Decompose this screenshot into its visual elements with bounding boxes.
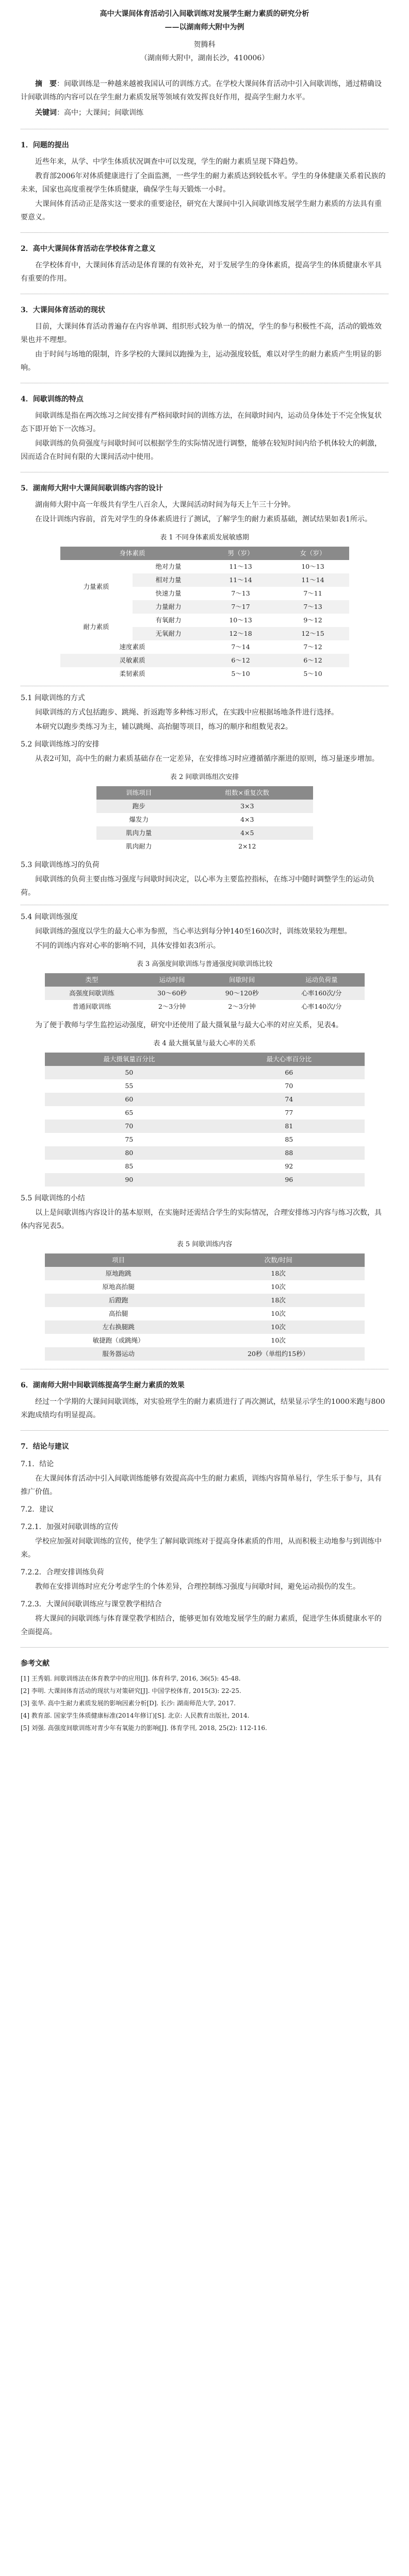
table-cell: 6～12 [205,654,277,667]
section-heading: 2．高中大课间体育活动在学校体育之意义 [21,245,156,253]
table-row [45,1160,365,1173]
paragraph: 为了便于教师与学生监控运动强度，研究中还使用了最大摄氧量与最大心率的对应关系，见表4。 [35,1021,343,1029]
table-row [60,640,349,654]
table-header-cell: 次数/时间 [192,1253,365,1267]
table-cell: 85 [214,1133,364,1146]
table-cell: 18次 [192,1267,365,1280]
reference-item: [3] 张华. 高中生耐力素质发展的影响因素分析[D]. 长沙: 湖南师范大学, 2017. [21,1700,236,1707]
table-header-cell: 身体素质 [60,547,205,560]
intensity-comparison-table [45,973,365,1013]
table-row [45,1347,365,1361]
table-row [45,1267,365,1280]
paragraph: 教育部2006年对体质健康进行了全面监测，一些学生的耐力素质达到较低水平。学生的身体健康关系着民族的未来，国家也高度重视学生体质健康，确保学生每天锻炼一小时。 [21,172,386,194]
article-subtitle: ——以湖南师大附中为例 [165,23,244,31]
table-header-cell: 最大心率百分比 [214,1053,364,1066]
subsection-heading: 5.2 间歇训练练习的安排 [21,740,100,749]
table-cell: 心率160次/分 [279,987,364,1000]
subsection-heading: 5.4 间歇训练强度 [21,913,78,921]
table-header-cell: 组数×重复次数 [182,786,313,800]
paragraph: 间歇训练的负荷强度与间歇时间可以根据学生的实际情况进行调整，能够在较短时间内给予机体较大的刺激，因而适合在时间有限的大课间活动中使用。 [21,439,382,461]
paragraph: 间歇训练的负荷主要由练习强度与间歇时间决定，以心率为主要监控指标，在练习中随时调整学生的运动负荷。 [21,875,374,897]
section-heading: 5．湖南师大附中大课间间歇训练内容的设计 [21,484,163,493]
table-row [45,1334,365,1347]
table-cell: 12～15 [277,627,349,640]
paragraph: 间歇训练的方式包括跑步、跳绳、折返跑等多种练习形式，在实践中应根据场地条件进行选择。 [35,708,338,717]
table-cell: 7～12 [277,640,349,654]
table-caption: 表 1 不同身体素质发展敏感期 [160,534,249,541]
table-cell: 12～18 [205,627,277,640]
paragraph: 以上是间歇训练内容设计的基本原则，在实施时还需结合学生的实际情况，合理安排练习内容与练习次数，具体内容见表5。 [21,1209,382,1230]
table-header-cell: 运动负荷量 [279,973,364,987]
table-row [45,1066,365,1079]
table-cell: 10～13 [277,560,349,573]
table-cell: 50 [45,1066,214,1079]
table-row [45,1280,365,1294]
table-cell: 70 [214,1079,364,1093]
table-cell: 3×3 [182,800,313,813]
table-cell: 96 [214,1173,364,1187]
subsection-heading: 7.2．建议 [21,1505,54,1514]
table-cell: 有氧耐力 [133,614,205,627]
table-cell: 85 [45,1160,214,1173]
table-caption: 表 5 间歇训练内容 [176,1241,233,1248]
table-header-cell: 训练项目 [96,786,182,800]
keywords-text: ：高中；大课间；间歇训练 [57,109,143,117]
set-arrangement-table [96,786,313,853]
table-cell: 10次 [192,1320,365,1334]
paragraph: 本研究以跑步类练习为主，辅以跳绳、高抬腿等项目，练习的顺序和组数见表2。 [35,723,292,731]
paragraph: 在设计训练内容前，首先对学生的身体素质进行了测试，了解学生的耐力素质基础，测试结果如表1所示。 [35,515,372,523]
table-cell: 70 [45,1120,214,1133]
group-cell: 力量素质 [60,560,133,614]
section-heading: 1．问题的提出 [21,141,69,149]
table-cell: 65 [45,1106,214,1120]
table-cell: 5～10 [277,667,349,681]
table-cell: 5～10 [205,667,277,681]
table-row [45,1294,365,1307]
keywords [21,106,388,120]
table-caption: 表 2 间歇训练组次安排 [170,773,239,781]
subsection-heading: 7.1．结论 [21,1460,54,1468]
table-cell: 20秒（单组约15秒） [192,1347,365,1361]
author-name: 贺腾科 [193,41,216,49]
table-header-cell: 最大摄氧量百分比 [45,1053,214,1066]
section-heading: 3．大课间体育活动的现状 [21,306,105,314]
table-caption: 表 3 高强度间歇训练与普通强度间歇训练比较 [136,960,273,968]
group-cell: 耐力素质 [60,614,133,640]
paragraph: 学校应加强对间歇训练的宣传，使学生了解间歇训练对于提高身体素质的作用，从而积极主动地参与到训练中来。 [21,1537,382,1559]
table-cell: 肌肉力量 [96,826,182,840]
table-cell: 4×3 [182,813,313,826]
paragraph: 近些年来，从学、中学生体质状况调查中可以发现，学生的耐力素质呈现下降趋势。 [35,158,302,166]
table-cell: 相对力量 [133,573,205,587]
table-row [45,1093,365,1106]
section-heading: 6．湖南师大附中间歇训练提高学生耐力素质的效果 [21,1381,185,1389]
table-cell: 原地跑跳 [45,1267,192,1280]
table-header-cell: 运动时间 [139,973,205,987]
table-row [60,614,349,627]
table-cell: 88 [214,1146,364,1160]
table-cell: 2×12 [182,840,313,853]
table-cell: 90 [45,1173,214,1187]
table-cell: 92 [214,1160,364,1173]
table-cell: 力量耐力 [133,600,205,614]
keywords-label: 关键词 [35,109,57,117]
table-cell: 原地高抬腿 [45,1280,192,1294]
paragraph: 在大课间体育活动中引入间歇训练能够有效提高高中生的耐力素质，训练内容简单易行，学生乐于参与，具有推广价值。 [21,1475,382,1496]
paragraph: 大课间体育活动正是落实这一要求的重要途径，研究在大课间中引入间歇训练发展学生耐力素质的方法具有重要意义。 [21,200,382,222]
table-cell: 10次 [192,1334,365,1347]
paragraph: 教师在安排训练时应充分考虑学生的个体差异，合理控制练习强度与间歇时间，避免运动损伤的发生。 [35,1583,360,1591]
table-header-cell: 项目 [45,1253,192,1267]
table-cell: 服务器运动 [45,1347,192,1361]
table-row [45,1320,365,1334]
table-header-cell: 间歇时间 [205,973,279,987]
paragraph: 不同的训练内容对心率的影响不同，具体安排如表3所示。 [35,942,220,950]
table-row [45,1106,365,1120]
reference-item: [1] 王秀娟. 间歇训练法在体育教学中的应用[J]. 体育科学, 2016, 36(5): 45-48. [21,1675,241,1682]
table-row [45,1133,365,1146]
paragraph: 在学校体育中，大课间体育活动是体育课的有效补充，对于发展学生的身体素质，提高学生的体质健康水平具有重要的作用。 [21,261,382,283]
subsection-heading: 7.2.3．大课间间歇训练应与课堂教学相结合 [21,1600,162,1608]
table-cell: 18次 [192,1294,365,1307]
paragraph: 由于时间与场地的限制，许多学校的大课间以跑操为主，运动强度较低，难以对学生的耐力素质产生明显的影响。 [21,350,382,372]
table-row [60,654,349,667]
table-header-cell: 男（岁） [205,547,277,560]
paragraph: 间歇训练是指在两次练习之间安排有严格间歇时间的训练方法，在间歇时间内，运动员身体处于不完全恢复状态下即开始下一次练习。 [21,412,382,433]
table-cell: 10～13 [205,614,277,627]
table-cell: 81 [214,1120,364,1133]
table-row [96,840,313,853]
table-cell: 80 [45,1146,214,1160]
table-cell: 后蹬跑 [45,1294,192,1307]
table-cell: 7～13 [277,600,349,614]
table-header-cell: 女（岁） [277,547,349,560]
table-cell: 敏捷跑（或跳绳） [45,1334,192,1347]
subsection-heading: 5.5 间歇训练的小结 [21,1194,85,1202]
table-row [45,987,365,1000]
table-cell: 绝对力量 [133,560,205,573]
section-heading: 4．间歇训练的特点 [21,395,84,403]
references-heading: 参考文献 [21,1659,50,1668]
section-divider [21,232,388,233]
table-cell: 90～120秒 [205,987,279,1000]
abstract-text: ：间歇训练是一种越来越被我国认可的训练方式。在学校大课间体育活动中引入间歇训练，通过精确设计间歇训练的内容可以在学生耐力素质发展等领域有效发挥良好作用，提高学生耐力水平。 [21,80,382,101]
section-divider [21,1430,388,1431]
table-cell: 心率140次/分 [279,1000,364,1013]
table-cell: 4×5 [182,826,313,840]
table-cell: 60 [45,1093,214,1106]
table-row [96,800,313,813]
table-row [45,1146,365,1160]
table-cell: 7～14 [205,640,277,654]
table-cell: 快速力量 [133,587,205,600]
table-cell: 11～14 [205,573,277,587]
vo2max-heartrate-table [45,1053,365,1187]
paragraph: 间歇训练的强度以学生的最大心率为参照，当心率达到每分钟140至160次时，训练效果较为理想。 [35,927,352,936]
table-row [45,1173,365,1187]
reference-item: [2] 李明. 大课间体育活动的现状与对策研究[J]. 中国学校体育, 2015(3): 22-25. [21,1687,241,1694]
table-row [45,1307,365,1320]
table-cell: 7～11 [277,587,349,600]
table-cell: 55 [45,1079,214,1093]
table-cell: 无氧耐力 [133,627,205,640]
table-cell: 7～13 [205,587,277,600]
author-affiliation: （湖南师大附中，湖南长沙，410006） [140,54,269,62]
table-cell: 10次 [192,1307,365,1320]
table-cell: 柔韧素质 [60,667,205,681]
paragraph: 从表2可知，高中生的耐力素质基础存在一定差异，在安排练习时应遵循循序渐进的原则，练习量逐步增加。 [35,755,379,763]
section-heading: 7．结论与建议 [21,1443,69,1451]
table-cell: 66 [214,1066,364,1079]
table-cell: 普通间歇训练 [45,1000,139,1013]
table-cell: 7～17 [205,600,277,614]
paragraph: 将大课间的间歇训练与体育课堂教学相结合，能够更加有效地发展学生的耐力素质，促进学生体质健康水平的全面提高。 [21,1615,382,1636]
article-title: 高中大课间体育活动引入间歇训练对发展学生耐力素质的研究分析 [100,10,309,18]
section-divider [21,1647,388,1648]
table-cell: 30～60秒 [139,987,205,1000]
table-cell: 74 [214,1093,364,1106]
table-cell: 10次 [192,1280,365,1294]
table-cell: 速度素质 [60,640,205,654]
table-cell: 77 [214,1106,364,1120]
subsection-heading: 5.3 间歇训练练习的负荷 [21,861,100,869]
table-caption: 表 4 最大摄氧量与最大心率的关系 [153,1040,256,1047]
table-row [45,1000,365,1013]
table-cell: 75 [45,1133,214,1146]
training-content-table [45,1253,365,1361]
table-cell: 2～3分钟 [205,1000,279,1013]
table-row [45,1120,365,1133]
paragraph: 湖南师大附中高一年级共有学生八百余人，大课间活动时间为每天上午三十分钟。 [35,501,295,509]
table-row [96,813,313,826]
abstract [21,77,388,104]
table-cell: 高抬腿 [45,1307,192,1320]
table-cell: 肌肉耐力 [96,840,182,853]
subsection-heading: 7.2.2．合理安排训练负荷 [21,1568,104,1577]
paragraph: 目前，大课间体育活动普遍存在内容单调、组织形式较为单一的情况，学生的参与积极性不高，活动的锻炼效果也并不理想。 [21,323,382,344]
table-cell: 跑步 [96,800,182,813]
table-row [60,560,349,573]
table-cell: 灵敏素质 [60,654,205,667]
subsection-heading: 5.1 间歇训练的方式 [21,694,85,702]
table-cell: 9～12 [277,614,349,627]
table-cell: 爆发力 [96,813,182,826]
table-cell: 高强度间歇训练 [45,987,139,1000]
table-row [96,826,313,840]
table-row [45,1079,365,1093]
table-cell: 2～3分钟 [139,1000,205,1013]
reference-item: [4] 教育部. 国家学生体质健康标准(2014年修订)[S]. 北京: 人民教育出版社, 2014. [21,1712,250,1719]
table-cell: 11～14 [277,573,349,587]
table-row [60,667,349,681]
abstract-label: 摘 要 [35,80,57,88]
table-cell: 6～12 [277,654,349,667]
reference-item: [5] 刘强. 高强度间歇训练对青少年有氧能力的影响[J]. 体育学刊, 2018, 25(2): 112-116. [21,1724,267,1732]
subsection-heading: 7.2.1．加强对间歇训练的宣传 [21,1523,119,1531]
article-body [21,7,388,1735]
table-cell: 11～13 [205,560,277,573]
table-header-cell: 类型 [45,973,139,987]
paragraph: 经过一个学期的大课间间歇训练，对实验班学生的耐力素质进行了再次测试，结果显示学生的1000米跑与800米跑成绩均有明显提高。 [21,1398,385,1419]
sensitive-period-table [60,547,349,681]
table-cell: 左右换腿跳 [45,1320,192,1334]
